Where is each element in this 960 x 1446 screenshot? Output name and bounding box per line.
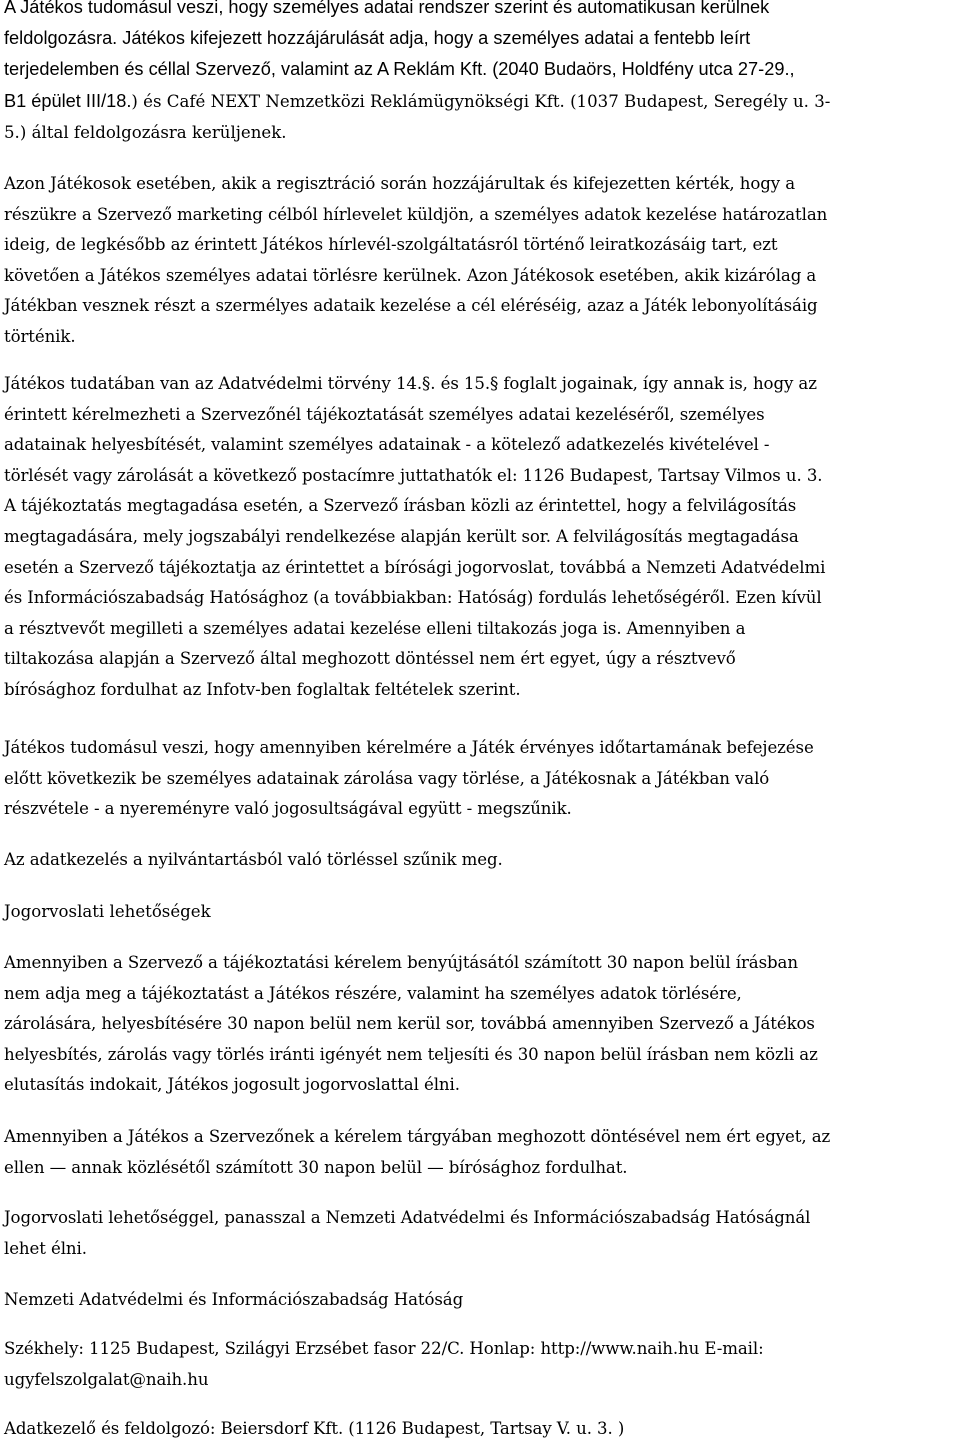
- paragraph-line: Azon Játékosok esetében, akik a regisztráció során hozzájárultak és kifejezetten kérték, hogy a: [4, 174, 795, 193]
- withdraw-paragraph: [4, 733, 814, 825]
- paragraph-line: ellen — annak közlésétől számított 30 napon belül — bírósághoz fordulhat.: [4, 1157, 628, 1177]
- paragraph-line: Amennyiben a Szervező a tájékoztatási kérelem benyújtásától számított 30 napon belül írásban: [4, 953, 798, 972]
- authority-contact: [4, 1334, 764, 1395]
- paragraph-line: adatainak helyesbítését, valamint személyes adatainak - a kötelező adatkezelés kivételével -: [4, 435, 770, 455]
- paragraph-line: tiltakozása alapján a Szervező által meghozott döntéssel nem ért egyet, úgy a résztvevő: [4, 649, 736, 669]
- paragraph-line: történik.: [4, 326, 76, 346]
- intro-paragraph: [4, 0, 830, 148]
- paragraph-line: részükre a Szervező marketing célból hírlevelet küldjön, a személyes adatok kezelése határozatlan: [4, 204, 828, 224]
- intro-line-serif-part: ) és Café NEXT Nemzetközi Reklámügynökségi Kft. (1037 Budapest, Seregély u. 3-: [131, 91, 831, 111]
- intro-line-mixed: [4, 86, 830, 117]
- paragraph-line: esetén a Szervező tájékoztatja az érintettet a bírósági jogorvoslat, továbbá a Nemzeti Adatvédelmi: [4, 557, 826, 577]
- paragraph-line: zárolására, helyesbítésére 30 napon belül nem kerül sor, továbbá amennyiben Szervező a Játékos: [4, 1014, 815, 1034]
- paragraph-line: Játékos tudatában van az Adatvédelmi törvény 14.§. és 15.§ foglalt jogainak, így annak is, hogy az: [4, 374, 817, 393]
- paragraph-line: A tájékoztatás megtagadása esetén, a Szervező írásban közli az érintettel, hogy a felvilágosítás: [4, 496, 797, 516]
- paragraph-line: követően a Játékos személyes adatai törlésre kerülnek. Azon Játékosok esetében, akik kizárólag a: [4, 265, 817, 285]
- paragraph-line: elutasítás indokait, Játékos jogosult jogorvoslattal élni.: [4, 1075, 460, 1095]
- paragraph-line: érintett kérelmezheti a Szervezőnél tájékoztatását személyes adatai kezeléséről, személyes: [4, 404, 765, 424]
- end-paragraph: [4, 845, 503, 876]
- intro-line: 5.) által feldolgozásra kerüljenek.: [4, 122, 287, 142]
- paragraph-line: Jogorvoslati lehetőséggel, panasszal a Nemzeti Adatvédelmi és Információszabadság Hatóságnál: [4, 1208, 811, 1227]
- paragraph-line: előtt következik be személyes adatainak zárolása vagy törlése, a Játékosnak a Játékban való: [4, 768, 770, 788]
- processor-line: Adatkezelő és feldolgozó: Beiersdorf Kft. (1126 Budapest, Tartsay V. u. 3. ): [4, 1419, 625, 1438]
- paragraph-line: ideig, de legkésőbb az érintett Játékos hírlevél-szolgáltatásról történő leiratkozásáig tart, ezt: [4, 235, 778, 255]
- paragraph-line: és Információszabadság Hatósághoz (a továbbiakban: Hatóság) fordulás lehetőségéről. Ezen kívül: [4, 588, 822, 608]
- paragraph-line: helyesbítés, zárolás vagy törlés iránti igényét nem teljesíti és 30 napon belül írásban nem közli az: [4, 1044, 818, 1064]
- paragraph-line: törlését vagy zárolását a következő postacímre juttathatók el: 1126 Budapest, Tartsay Vilmos u. 3.: [4, 465, 823, 485]
- thirty-days-paragraph: [4, 948, 818, 1101]
- paragraph-line: bírósághoz fordulhat az Infotv-ben foglaltak feltételek szerint.: [4, 679, 521, 699]
- complaint-paragraph: [4, 1203, 810, 1264]
- paragraph-line: megtagadására, mely jogszabályi rendelkezése alapján került sor. A felvilágosítás megtagadása: [4, 526, 799, 546]
- paragraph-line: lehet élni.: [4, 1238, 87, 1258]
- contact-line: Székhely: 1125 Budapest, Szilágyi Erzsébet fasor 22/C. Honlap: http://www.naih.hu E-mail:: [4, 1339, 764, 1358]
- authority-name: Nemzeti Adatvédelmi és Információszabadság Hatóság: [4, 1290, 464, 1309]
- paragraph-line: Amennyiben a Játékos a Szervezőnek a kérelem tárgyában meghozott döntésével nem ért egyet, az: [4, 1127, 831, 1146]
- intro-line-sans-part: B1 épület III/18.: [4, 90, 132, 111]
- intro-line: A Játékos tudomásul veszi, hogy személyes adatai rendszer szerint és automatikusan kerülnek: [4, 0, 770, 17]
- contact-line: ugyfelszolgalat@naih.hu: [4, 1369, 209, 1389]
- paragraph-line: részvétele - a nyereményre való jogosultságával együtt - megszűnik.: [4, 799, 572, 819]
- paragraph-line: a résztvevőt megilleti a személyes adatai kezelése elleni tiltakozás joga is. Amennyiben a: [4, 618, 746, 638]
- rights-paragraph: [4, 369, 825, 706]
- intro-line: feldolgozásra. Játékos kifejezett hozzájárulását adja, hogy a személyes adatai a fentebb leírt: [4, 28, 751, 49]
- newsletter-paragraph: [4, 169, 827, 353]
- paragraph-line: nem adja meg a tájékoztatást a Játékos részére, valamint ha személyes adatok törlésére,: [4, 983, 742, 1003]
- remedies-heading: Jogorvoslati lehetőségek: [4, 902, 211, 921]
- paragraph-line: Játékos tudomásul veszi, hogy amennyiben kérelmére a Játék érvényes időtartamának befejezése: [4, 738, 814, 757]
- paragraph-line: Az adatkezelés a nyilvántartásból való törléssel szűnik meg.: [4, 850, 503, 869]
- paragraph-line: Játékban vesznek részt a szermélyes adataik kezelése a cél eléréséig, azaz a Játék lebonyolításáig: [4, 296, 818, 316]
- court-paragraph: [4, 1122, 830, 1183]
- intro-line: terjedelemben és céllal Szervező, valamint az A Reklám Kft. (2040 Budaörs, Holdfény utca 27-29.,: [4, 59, 795, 80]
